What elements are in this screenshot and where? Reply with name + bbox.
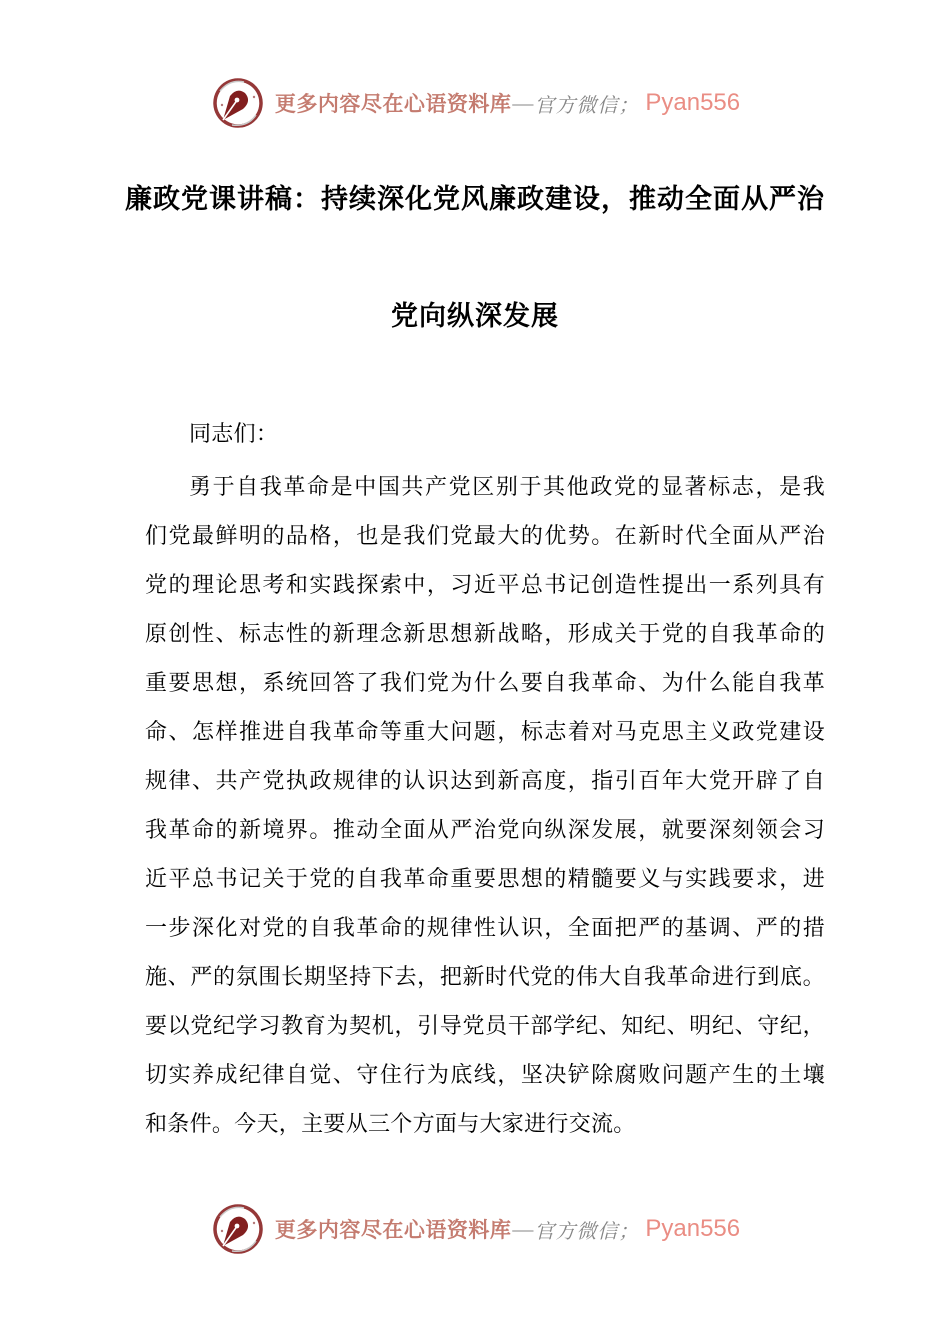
title-line-2: 党向纵深发展	[391, 301, 559, 331]
watermark-brand-text: 更多内容尽在心语资料库	[274, 92, 512, 116]
body-line: 我革命的新境界。推动全面从严治党向纵深发展，就要深刻领会习	[145, 817, 825, 842]
body-line: 命、怎样推进自我革命等重大问题，标志着对马克思主义政党建设	[145, 719, 825, 744]
body-line: 和条件。今天，主要从三个方面与大家进行交流。	[145, 1111, 636, 1136]
salutation-line: 同志们：	[189, 421, 279, 446]
watermark-channel-label: 官方微信；	[534, 94, 640, 117]
body-line: 重要思想，系统回答了我们党为什么要自我革命、为什么能自我革	[145, 670, 825, 695]
title-line-1: 廉政党课讲稿：持续深化党风廉政建设，推动全面从严治	[125, 184, 825, 214]
body-line: 党的理论思考和实践探索中，习近平总书记创造性提出一系列具有	[145, 572, 825, 597]
body-line: 一步深化对党的自我革命的规律性认识，全面把严的基调、严的措	[145, 915, 825, 940]
watermark-separator: —	[512, 1216, 534, 1241]
body-line: 规律、共产党执政规律的认识达到新高度，指引百年大党开辟了自	[145, 768, 825, 793]
body-line: 近平总书记关于党的自我革命重要思想的精髓要义与实践要求，进	[145, 866, 825, 891]
body-line: 勇于自我革命是中国共产党区别于其他政党的显著标志，是我	[189, 474, 825, 499]
footer-watermark	[0, 1200, 950, 1258]
body-line: 要以党纪学习教育为契机，引导党员干部学纪、知纪、明纪、守纪，	[145, 1013, 825, 1038]
body-line: 切实养成纪律自觉、守住行为底线，坚决铲除腐败问题产生的土壤	[145, 1062, 825, 1087]
watermark-separator: —	[512, 90, 534, 115]
watermark-brand-text: 更多内容尽在心语资料库	[274, 1218, 512, 1242]
body-line: 们党最鲜明的品格，也是我们党最大的优势。在新时代全面从严治	[145, 523, 825, 548]
pen-nib-badge-icon	[210, 1200, 266, 1258]
body-line: 施、严的氛围长期坚持下去，把新时代党的伟大自我革命进行到底。	[145, 964, 825, 989]
body-line: 原创性、标志性的新理念新思想新战略，形成关于党的自我革命的	[145, 621, 825, 646]
watermark-channel-label: 官方微信；	[534, 1220, 640, 1243]
document-body	[145, 409, 825, 1148]
pen-nib-badge-icon	[210, 74, 266, 132]
header-watermark	[0, 74, 950, 132]
watermark-channel-id: Pyan556	[645, 89, 741, 116]
body-paragraph	[145, 462, 825, 1148]
document-title	[0, 181, 950, 334]
watermark-channel-id: Pyan556	[645, 1215, 741, 1242]
